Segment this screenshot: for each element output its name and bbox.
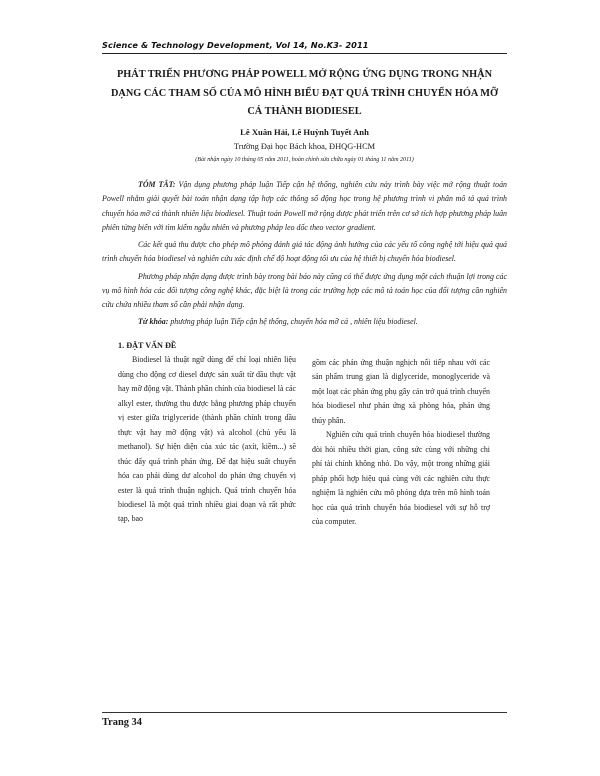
title-line-2: DẠNG CÁC THAM SỐ CỦA MÔ HÌNH BIỂU ĐẠT QUÁ TRÌNH CHUYỂN HÓA MỠ (110, 87, 499, 99)
body-paragraph-left: Biodiesel là thuật ngữ dùng để chỉ loại nhiên liệu dùng cho động cơ diesel được sản xuất từ dầu thực vật hay mỡ động vật. Thành phần chính của biodiesel là các alkyl ester, thường thu được bằng phương pháp chuyển vị ester giữa triglyceride (thành phần chính trong dầu thực vật hay mỡ động vật) và alcohol (chủ yếu là methanol). Sự hiện diện của xúc tác (axít, kiềm...) sẽ thúc đẩy quá trình phản ứng. Để đạt hiệu suất chuyển hóa cao phải dùng dư alcohol do phản ứng chuyển vị ester là quá trình thuận nghịch. Quá trình chuyển hóa biodiesel là một quá trình nhiều giai đoạn và rất phức tạp, bao (118, 355, 296, 524)
keywords (102, 315, 507, 329)
abstract-label: TÓM TẮT: (138, 180, 176, 189)
section-heading: 1. ĐẶT VẤN ĐỀ (118, 341, 177, 350)
affiliation: Trường Đại học Bách khoa, ĐHQG-HCM (233, 142, 376, 151)
body-paragraph-right-2: Nghiên cứu quá trình chuyển hóa biodiesel thường đòi hỏi nhiều thời gian, công sức cùng với những chi phí tài chính không nhỏ. Do vậy, một trong những giải pháp phối hợp hiệu quả cùng với các nghiên cứu thực nghiệm là nghiên cứu mô phỏng dựa trên mô hình toán học của quá trình chuyển hóa biodiesel với sự hỗ trợ của computer. (312, 430, 490, 526)
paper-title (102, 66, 507, 122)
authors: Lê Xuân Hải, Lê Huỳnh Tuyết Anh (240, 127, 369, 137)
body-column-right (312, 356, 490, 529)
body-paragraph-right-1: gồm các phản ứng thuận nghịch nối tiếp nhau với các sản phẩm trung gian là diglyceride, monoglyceride và một loạt các phản ứng phụ gây cản trở quá trình chuyển hóa biodiesel như phản ứng xà phòng hóa, phản ứng thủy phân. (312, 358, 490, 425)
keywords-text: phương pháp luận Tiếp cận hệ thống, chuyển hóa mỡ cá , nhiên liệu biodiesel. (168, 317, 418, 327)
abstract-text-1: Vận dụng phương pháp luận Tiếp cận hệ thống, nghiên cứu này trình bày việc mở rộng thuật toán Powell nhằm giải quyết bài toán nhận dạng tập hợp các thông số động học trong hệ phương trình vi phân mô tả quá trình chuyển hóa mỡ cá thành nhiên liệu biodiesel. Thuật toán Powell mở rộng được phát triển trên cơ sở tích hợp phương pháp luân phiên từng biến với tìm kiếm ngẫu nhiên và phương pháp leo dốc theo vector gradient. (102, 180, 507, 232)
abstract-paragraph-2: Các kết quả thu được cho phép mô phỏng đánh giá tác động ảnh hưởng của các yếu tố công nghệ tới hiệu quả quá trình chuyển hóa biodiesel và nghiên cứu xác định chế độ hoạt động tối ưu của hệ thiết bị chuyển hóa biodiesel. (102, 240, 507, 264)
footer-rule (102, 712, 507, 713)
received-dates: (Bài nhận ngày 10 tháng 05 năm 2011, hoàn chỉnh sửa chữa ngày 01 tháng 11 năm 2011) (195, 157, 414, 163)
header-rule (102, 53, 507, 54)
keywords-label: Từ khóa: (138, 317, 169, 327)
title-line-1: PHÁT TRIỂN PHƯƠNG PHÁP POWELL MỞ RỘNG ỨNG DỤNG TRONG NHẬN (116, 69, 493, 80)
abstract-paragraph-1 (102, 178, 507, 235)
body-column-left (118, 339, 296, 527)
journal-header: Science & Technology Development, Vol 14, No.K3- 2011 (102, 40, 369, 50)
page-number: Trang 34 (102, 717, 142, 728)
abstract (102, 178, 507, 330)
abstract-paragraph-3: Phương pháp nhận dạng được trình bày trong bài báo này cũng có thể được ứng dụng một cách thuận lợi trong các vụ mô hình hóa các đối tượng công nghệ khác, đặc biệt là trong các trường hợp các mô tả toán học của đối tượng cần nghiên cứu chứa nhiều tham số cần phải nhận dạng. (102, 271, 507, 309)
title-line-3: CÁ THÀNH BIODIESEL (247, 106, 362, 117)
